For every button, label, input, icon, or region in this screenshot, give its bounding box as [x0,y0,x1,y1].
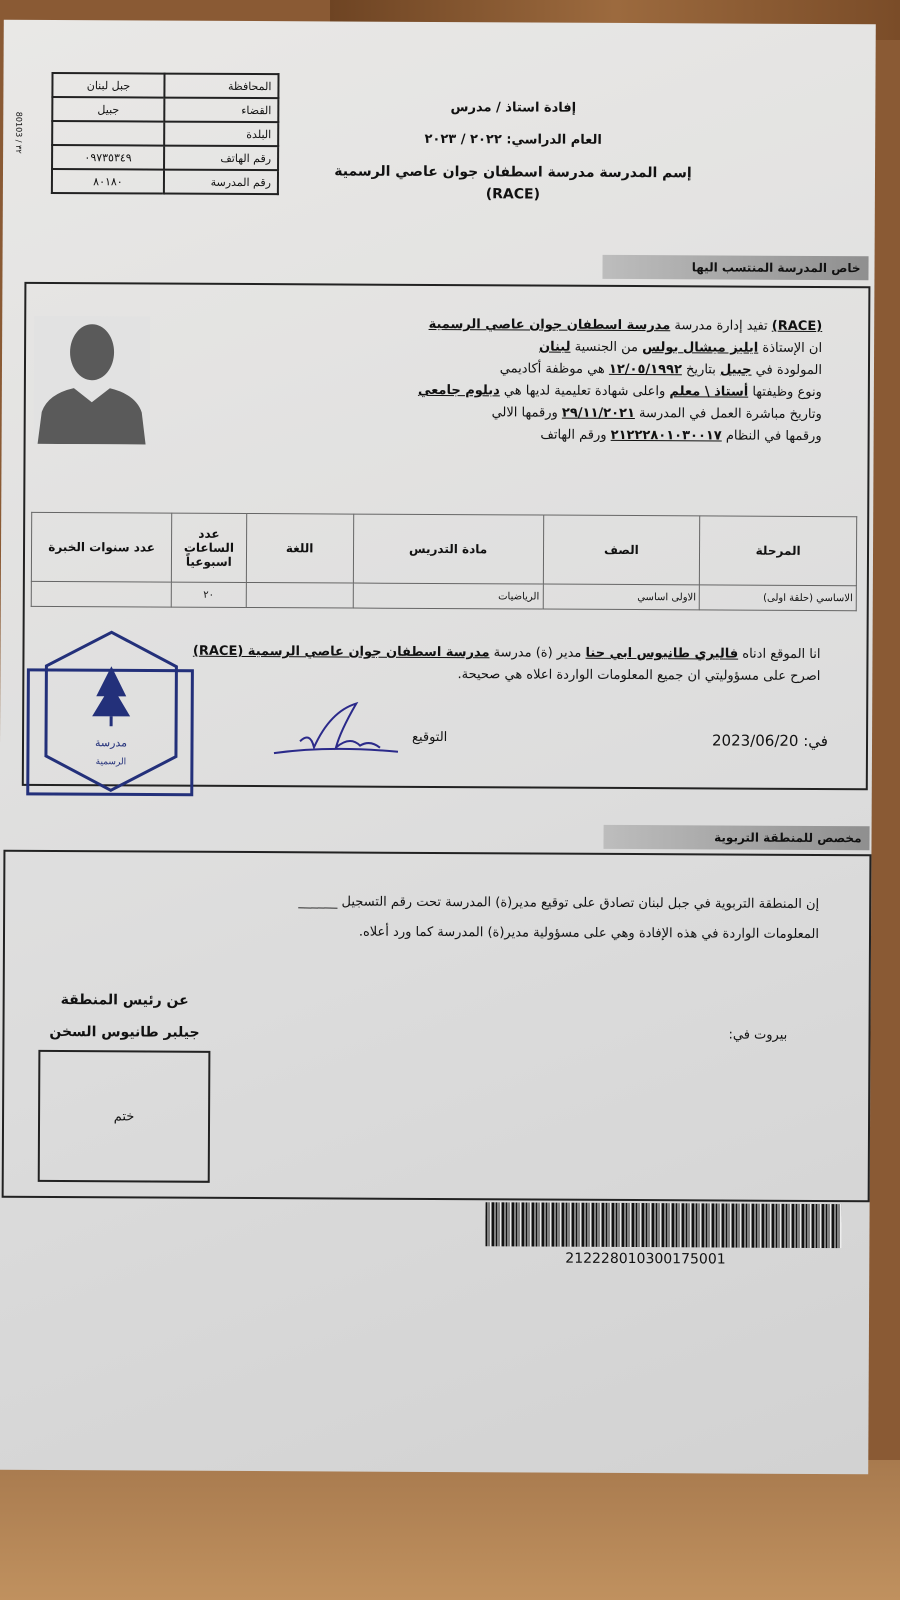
table-cell [31,581,171,607]
doc-title: إفادة استاذ / مدرس [450,100,577,116]
place-label: بيروت في: [728,1027,788,1043]
detail-line: ورقمها في النظام ٢١٢٢٢٨٠١٠٣٠٠١٧ ورقم الهاتف [540,427,822,445]
svg-text:الرسمية: الرسمية [95,757,127,768]
date: في: 2023/06/20 [711,731,829,751]
region-head-name: جيلبر طانيوس السخن [49,1023,200,1041]
column-header: عدد الساعات اسبوعياً [172,513,247,582]
info-value [52,121,164,146]
detail-line: (RACE) تفيد إدارة مدرسة مدرسة اسطفان جوان عاصي الرسمية [428,316,823,335]
side-code: 80103 / ٣٢ [14,111,24,154]
seal-label: ختم [113,1108,135,1124]
table-cell [246,583,353,609]
region-head-title: عن رئيس المنطقة [60,992,189,1009]
school-race: (RACE) [485,186,541,203]
teacher-details [262,313,823,448]
school-stamp [26,626,197,797]
detail-line: ان الإستاذة ايليز ميشال بولس من الجنسية لبنان [538,339,823,357]
school-section-band: خاص المدرسة المنتسب اليها [602,255,868,280]
table-cell: الاساسي (حلقة اولى) [699,585,856,611]
info-label: القضاء [164,98,278,123]
wood-background [0,1460,900,1600]
info-label: البلدة [164,122,278,147]
info-label: رقم الهاتف [164,146,278,171]
column-header: المرحلة [700,516,857,586]
column-header: مادة التدريس [353,514,543,584]
table-cell: الرياضيات [353,583,543,609]
region-section-band: مخصص للمنطقة التربوية [603,825,869,850]
photo-placeholder [34,316,151,445]
table-cell: ٢٠ [171,582,245,607]
principal-statement: انا الموقع ادناه فاليري طانيوس ابي حنا مدير (ة) مدرسة مدرسة اسطفان جوان عاصي الرسمية (RACE) اصرح على مسؤوليتي ان جميع المعلومات الواردة اعلاه هي صحيحة. [192,643,821,685]
info-value: ٨٠١٨٠ [52,169,164,194]
info-row [52,73,278,98]
info-value: ٠٩٧٣٥٣٤٩ [52,145,164,170]
info-value: جبيل [52,97,164,122]
school-name: إسم المدرسة مدرسة اسطفان جوان عاصي الرسمية [334,163,692,182]
column-header: عدد سنوات الخبرة [31,512,172,582]
info-table [51,72,280,195]
info-row [52,121,278,146]
person-silhouette-icon [34,316,151,445]
info-value: جبل لبنان [52,73,164,98]
seal-box [38,1050,211,1183]
cedar-icon [92,666,130,716]
barcode [485,1202,841,1248]
info-row [52,169,278,194]
detail-line: وتاريخ مباشرة العمل في المدرسة ٢٩/١١/٢٠٢١ ورقمها الالي [491,405,822,423]
detail-line: ونوع وظيفتها أستاذ \ معلم واعلى شهادة تعليمية لديها هي دبلوم جامعي [417,382,822,401]
info-label: رقم المدرسة [164,170,278,195]
barcode-number: 212228010300175001 [565,1250,726,1268]
svg-text:مدرسة: مدرسة [94,736,128,750]
academic-year: العام الدراسي: ٢٠٢٢ / ٢٠٢٣ [424,131,602,148]
teaching-table [31,512,857,611]
info-row [52,145,278,170]
info-label: المحافظة [164,74,278,99]
table-cell: الاولى اساسي [543,584,700,610]
info-row [52,97,278,122]
signature-label: التوقيع [412,729,448,746]
document-page [0,20,876,1475]
column-header: الصف [543,515,700,585]
region-statement: إن المنطقة التربوية في جبل لبنان تصادق على توقيع مدير(ة) المدرسة تحت رقم التسجيل ______ المعلومات الواردة في هذه الإفادة وهي على مسؤولية مدير(ة) المدرسة كما ورد أعلاه. [298,894,820,943]
column-header: اللغة [246,514,354,584]
signature [270,701,400,762]
detail-line: المولودة في جبيل بتاريخ ١٢/٠٥/١٩٩٢ هي موظفة أكاديمي [499,361,823,379]
